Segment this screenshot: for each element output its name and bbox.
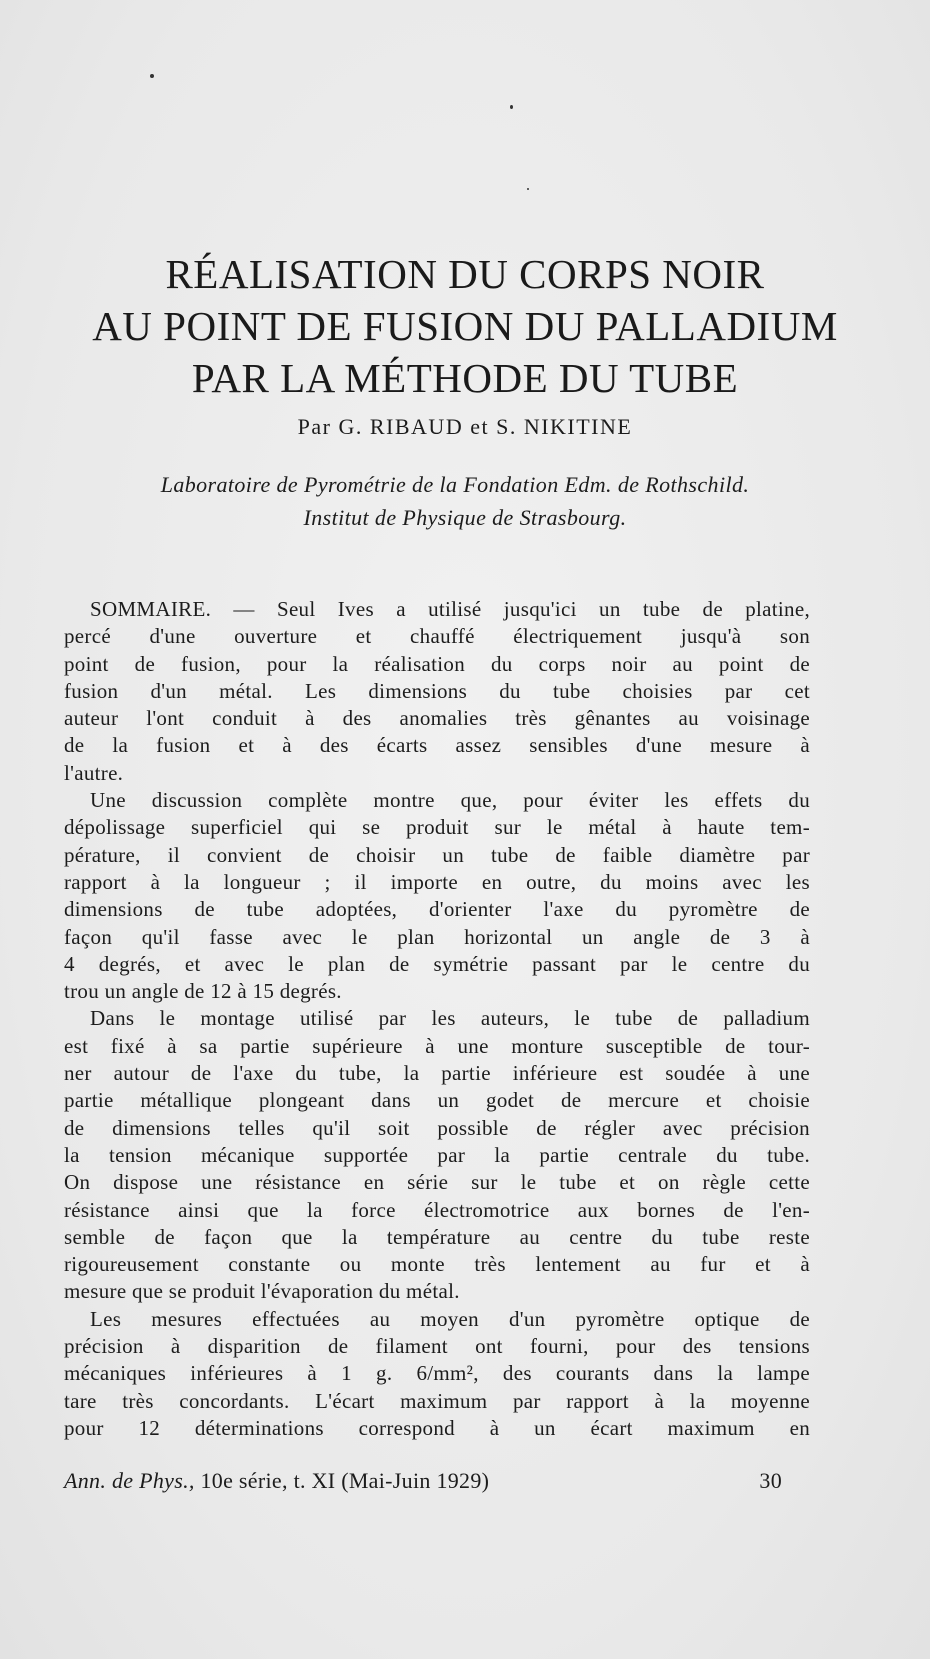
body-line: résistance ainsi que la force électromotrice aux bornes de l'en- — [64, 1197, 810, 1222]
body-line: dimensions de tube adoptées, d'orienter l'axe du pyromètre de — [64, 897, 810, 922]
body-line: façon qu'il fasse avec le plan horizontal un angle de 3 à — [64, 924, 810, 949]
body-line: Une discussion complète montre que, pour éviter les effets du — [90, 788, 810, 813]
article-title — [0, 248, 930, 404]
affiliation — [0, 468, 930, 534]
title-line: AU POINT DE FUSION DU PALLADIUM — [92, 303, 838, 349]
body-line: dépolissage superficiel qui se produit sur le métal à haute tem- — [64, 815, 810, 840]
body-line: mécaniques inférieures à 1 g. 6/mm², des courants dans la lampe — [64, 1361, 810, 1386]
authors-byline: Par G. RIBAUD et S. NIKITINE — [297, 414, 633, 439]
scan-speck — [150, 74, 154, 78]
body-line: 4 degrés, et avec le plan de symétrie passant par le centre du — [64, 951, 810, 976]
title-line: RÉALISATION DU CORPS NOIR — [165, 251, 765, 297]
journal-name: Ann. de Phys., — [64, 1468, 195, 1493]
body-line: mesure que se produit l'évaporation du métal. — [64, 1279, 460, 1304]
body-line: pérature, il convient de choisir un tube de faible diamètre par — [64, 842, 810, 867]
body-line: Les mesures effectuées au moyen d'un pyromètre optique de — [90, 1306, 810, 1331]
body-line: rigoureusement constante ou monte très lentement au fur et à — [64, 1252, 810, 1277]
body-line: point de fusion, pour la réalisation du corps noir au point de — [64, 651, 810, 676]
affiliation-line: Laboratoire de Pyrométrie de la Fondation Edm. de Rothschild. — [160, 472, 750, 497]
body-line: fusion d'un métal. Les dimensions du tube choisies par cet — [64, 678, 810, 703]
body-line: partie métallique plongeant dans un godet de mercure et choisie — [64, 1088, 810, 1113]
body-line: ner autour de l'axe du tube, la partie inférieure est soudée à une — [64, 1061, 810, 1086]
scan-speck — [527, 188, 529, 190]
abstract-body — [64, 596, 810, 1442]
page-number: 30 — [759, 1468, 782, 1493]
journal-citation — [64, 1467, 489, 1495]
affiliation-line: Institut de Physique de Strasbourg. — [303, 505, 627, 530]
body-line: semble de façon que la température au centre du tube reste — [64, 1224, 810, 1249]
body-line: de dimensions telles qu'il soit possible de régler avec précision — [64, 1115, 810, 1140]
body-line: SOMMAIRE. — Seul Ives a utilisé jusqu'ici un tube de platine, — [90, 597, 810, 621]
body-line: l'autre. — [64, 760, 124, 785]
body-line: rapport à la longueur ; il importe en outre, du moins avec les — [64, 869, 810, 894]
body-line: pour 12 déterminations correspond à un écart maximum en — [64, 1415, 810, 1440]
body-line: tare très concordants. L'écart maximum par rapport à la moyenne — [64, 1388, 810, 1413]
page-footer — [64, 1467, 782, 1495]
body-line: de la fusion et à des écarts assez sensibles d'une mesure à — [64, 733, 810, 758]
body-line: précision à disparition de filament ont fourni, pour des tensions — [64, 1334, 810, 1359]
body-line: la tension mécanique supportée par la partie centrale du tube. — [64, 1142, 810, 1167]
body-line: On dispose une résistance en série sur le tube et on règle cette — [64, 1170, 810, 1195]
body-line: percé d'une ouverture et chauffé électriquement jusqu'à son — [64, 624, 810, 649]
body-line: trou un angle de 12 à 15 degrés. — [64, 979, 342, 1004]
title-line: PAR LA MÉTHODE DU TUBE — [191, 355, 739, 401]
body-line: Dans le montage utilisé par les auteurs, le tube de palladium — [90, 1006, 810, 1031]
scan-speck — [510, 105, 513, 109]
journal-issue: 10e série, t. XI (Mai-Juin 1929) — [194, 1468, 490, 1493]
body-line: auteur l'ont conduit à des anomalies très gênantes au voisinage — [64, 706, 810, 731]
body-line: est fixé à sa partie supérieure à une monture susceptible de tour- — [64, 1033, 810, 1058]
